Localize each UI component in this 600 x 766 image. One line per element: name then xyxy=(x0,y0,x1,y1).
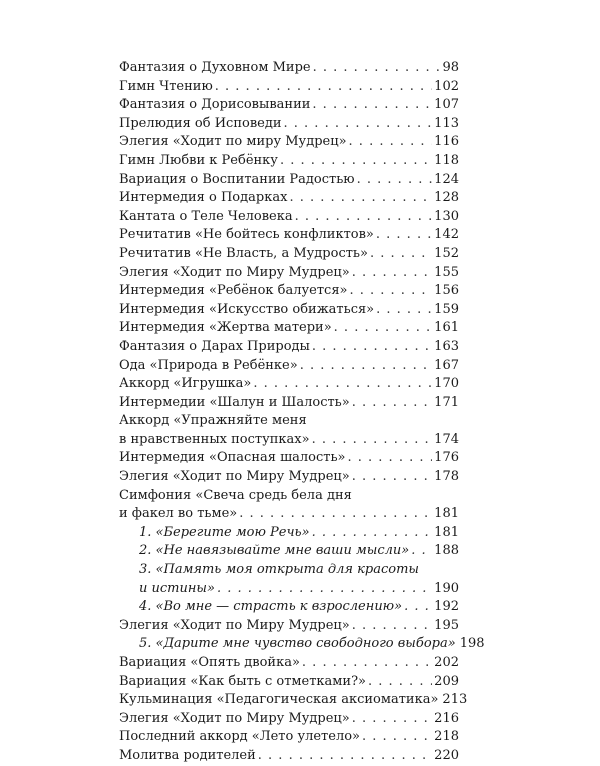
toc-leader-dots xyxy=(404,598,432,617)
toc-entry xyxy=(119,96,459,115)
toc-entry-page: 176 xyxy=(434,450,459,466)
toc-entry-page: 190 xyxy=(434,580,459,596)
toc-entry-page: 181 xyxy=(434,506,459,522)
toc-entry xyxy=(119,617,459,636)
toc-entry-title: Фантазия о Дарах Природы xyxy=(119,338,310,354)
toc-entry-title: Речитатив «Не Власть, а Мудрость» xyxy=(119,245,368,261)
toc-leader-dots xyxy=(312,524,433,543)
toc-entry-title: Интермедии «Шалун и Шалость» xyxy=(119,394,350,410)
toc-entry-page: 167 xyxy=(434,357,459,373)
toc-entry-title: Молитва родителей xyxy=(119,747,256,763)
toc-leader-dots xyxy=(284,115,433,134)
toc-leader-dots xyxy=(253,375,432,394)
toc-entry-title: и истины» xyxy=(139,580,215,596)
toc-entry xyxy=(119,226,459,245)
toc-entry-page: 202 xyxy=(434,655,459,670)
toc-entry xyxy=(119,598,459,617)
toc-entry-page: 118 xyxy=(434,152,459,168)
toc-entry-title: Вариация «Опять двойка» xyxy=(119,655,300,670)
toc-entry-title: Интермедия «Искусство обижаться» xyxy=(119,301,375,317)
toc-entry-page: 113 xyxy=(434,115,459,131)
toc-entry xyxy=(119,449,459,468)
toc-entry-page: 192 xyxy=(434,599,459,615)
toc-leader-dots xyxy=(239,505,432,524)
toc-leader-dots xyxy=(352,264,432,283)
toc-leader-dots xyxy=(349,282,432,301)
toc-entry-page: 220 xyxy=(434,747,459,763)
toc-entry-title: Элегия «Ходит по Миру Мудрец» xyxy=(119,617,350,633)
toc-entry-page: 159 xyxy=(434,301,459,317)
toc-entry-title: Элегия «Ходит по Миру Мудрец» xyxy=(119,710,350,726)
toc-entry xyxy=(119,78,459,97)
toc-leader-dots xyxy=(362,728,432,747)
toc-entry-page: 155 xyxy=(434,264,459,280)
toc-leader-dots xyxy=(295,208,433,227)
toc-entry-page: 218 xyxy=(434,729,459,745)
toc-entry xyxy=(119,580,459,599)
toc-entry xyxy=(119,710,459,729)
toc-entry xyxy=(119,524,459,543)
toc-entry-page: 170 xyxy=(434,376,459,392)
toc-leader-dots xyxy=(411,542,432,561)
toc-entry-title: Гимн Любви к Ребёнку xyxy=(119,152,278,168)
toc-entry xyxy=(119,319,459,338)
toc-leader-dots xyxy=(217,580,432,599)
toc-entry-title: Фантазия о Дорисовывании xyxy=(119,97,311,113)
toc-entry-title: 1. «Берегите мою Речь» xyxy=(139,524,310,540)
toc-leader-dots xyxy=(352,468,432,487)
toc-entry-page: 98 xyxy=(442,60,459,75)
toc-entry xyxy=(119,171,459,190)
toc-entry-title: Кантата о Теле Человека xyxy=(119,208,293,224)
toc-entry xyxy=(119,542,459,561)
toc-leader-dots xyxy=(215,78,432,97)
toc-entry-page: 102 xyxy=(434,78,459,94)
toc-entry-title: Аккорд «Упражняйте меня xyxy=(119,413,307,429)
toc-entry-title: Элегия «Ходит по миру Мудрец» xyxy=(119,134,347,150)
toc-entry-page: 171 xyxy=(434,394,459,410)
toc-entry-title: Интермедия «Ребёнок балуется» xyxy=(119,283,348,299)
toc-entry-page: 152 xyxy=(434,245,459,261)
toc-entry xyxy=(119,152,459,171)
toc-entry-title: Вариация «Как быть с отметками?» xyxy=(119,673,366,689)
toc-entry-page: 198 xyxy=(459,636,485,652)
toc-entry-title: Элегия «Ходит по Миру Мудрец» xyxy=(119,264,350,280)
toc-leader-dots xyxy=(302,654,432,673)
toc-entry-page: 213 xyxy=(442,692,468,708)
toc-leader-dots xyxy=(312,338,432,357)
toc-leader-dots xyxy=(352,617,432,636)
toc-entry-title: Интермедия о Подарках xyxy=(119,190,288,206)
toc-entry xyxy=(119,208,459,227)
toc-leader-dots xyxy=(376,301,432,320)
toc-entry-title: и факел во тьме» xyxy=(119,506,238,522)
toc-entry-page: 181 xyxy=(434,524,459,540)
toc-entry xyxy=(119,654,459,673)
toc-entry-page: 128 xyxy=(434,190,459,206)
toc-entry xyxy=(119,412,459,431)
toc-entry-title: Последний аккорд «Лето улетело» xyxy=(119,729,360,745)
toc-entry-title: Интермедия «Опасная шалость» xyxy=(119,450,346,466)
toc-entry xyxy=(119,505,459,524)
toc-entry xyxy=(119,728,459,747)
toc-entry xyxy=(119,487,459,506)
toc-entry xyxy=(119,338,459,357)
toc-entry xyxy=(119,394,459,413)
toc-leader-dots xyxy=(376,226,432,245)
toc-entry xyxy=(119,264,459,283)
toc-entry xyxy=(119,282,459,301)
toc-entry-title: Элегия «Ходит по Миру Мудрец» xyxy=(119,469,350,485)
toc-leader-dots xyxy=(370,245,432,264)
toc-entry-page: 178 xyxy=(434,469,459,485)
table-of-contents xyxy=(119,59,485,766)
toc-entry-title: 2. «Не навязывайте мне ваши мысли» xyxy=(139,543,410,559)
toc-leader-dots xyxy=(312,96,432,115)
toc-entry-page: 130 xyxy=(434,208,459,224)
toc-leader-dots xyxy=(312,431,433,450)
toc-entry-title: 5. «Дарите мне чувство свободного выбора» xyxy=(139,636,456,652)
toc-entry xyxy=(119,468,459,487)
toc-entry xyxy=(119,673,459,692)
toc-entry-page: 124 xyxy=(434,171,459,187)
toc-leader-dots xyxy=(357,171,433,190)
toc-entry-page: 195 xyxy=(434,617,459,633)
toc-leader-dots xyxy=(352,710,432,729)
toc-entry-title: Прелюдия об Исповеди xyxy=(119,115,282,131)
toc-leader-dots xyxy=(352,394,432,413)
toc-entry xyxy=(119,245,459,264)
toc-entry-title: 4. «Во мне — страсть к взрослению» xyxy=(139,599,403,615)
toc-entry-page: 161 xyxy=(434,320,459,336)
toc-leader-dots xyxy=(334,319,433,338)
toc-entry-page: 216 xyxy=(434,710,459,726)
toc-entry-page: 163 xyxy=(434,338,459,354)
toc-leader-dots xyxy=(349,133,433,152)
toc-entry-page: 107 xyxy=(434,97,459,113)
toc-leader-dots xyxy=(348,449,433,468)
toc-leader-dots xyxy=(289,189,432,208)
toc-entry xyxy=(119,301,459,320)
toc-entry-title: Фантазия о Духовном Мире xyxy=(119,60,311,75)
toc-entry-title: Кульминация «Педагогическая аксиоматика» xyxy=(119,692,439,708)
toc-entry-title: Интермедия «Жертва матери» xyxy=(119,320,332,336)
toc-entry xyxy=(119,59,459,78)
toc-leader-dots xyxy=(300,357,432,376)
toc-entry xyxy=(119,115,459,134)
toc-entry-title: Гимн Чтению xyxy=(119,78,213,94)
toc-leader-dots xyxy=(280,152,432,171)
toc-leader-dots xyxy=(313,59,441,78)
toc-entry-page: 188 xyxy=(434,543,459,559)
toc-entry xyxy=(119,189,459,208)
toc-entry-page: 156 xyxy=(434,283,459,299)
toc-entry-title: Ода «Природа в Ребёнке» xyxy=(119,357,298,373)
toc-entry xyxy=(119,431,459,450)
toc-leader-dots xyxy=(368,673,432,692)
toc-entry-title: Вариация о Воспитании Радостью xyxy=(119,171,355,187)
toc-entry xyxy=(119,561,459,580)
toc-entry xyxy=(119,375,459,394)
toc-entry-title: 3. «Память моя открыта для красоты xyxy=(139,562,419,578)
toc-entry-title: Аккорд «Игрушка» xyxy=(119,376,252,392)
toc-entry-title: в нравственных поступках» xyxy=(119,431,310,447)
toc-entry xyxy=(119,635,485,654)
toc-entry xyxy=(119,691,468,710)
toc-entry-page: 174 xyxy=(434,431,459,447)
toc-entry xyxy=(119,133,459,152)
toc-entry-page: 116 xyxy=(434,134,459,150)
toc-entry-title: Симфония «Свеча средь бела дня xyxy=(119,487,352,503)
toc-entry xyxy=(119,357,459,376)
toc-entry-page: 142 xyxy=(434,227,459,243)
toc-entry-page: 209 xyxy=(434,673,459,689)
toc-entry-title: Речитатив «Не бойтесь конфликтов» xyxy=(119,227,374,243)
